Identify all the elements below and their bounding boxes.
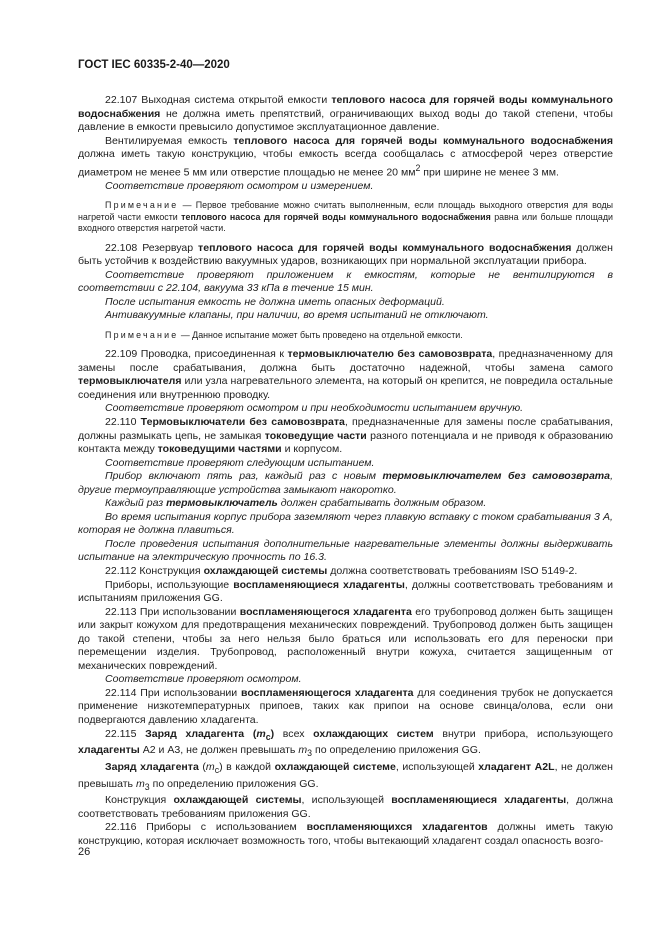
text-run: 22.108 Резервуар: [105, 241, 199, 254]
text-run: должны иметь такую конструкцию, которая исключает возможность того, чтобы вытекающий хладагент создал опасность возго-: [78, 821, 613, 847]
page-number: 26: [78, 846, 91, 858]
text-run: не должна иметь препятствий, ограничивающих выход воды до такой степени, чтобы давление в емкости превысило допустимое эксплуатационное давление.: [78, 107, 613, 134]
text-run: Приборы, использующие: [105, 578, 234, 591]
clause-22-108: [78, 242, 613, 269]
test-procedure: [78, 470, 613, 497]
text-run: , использующей: [301, 794, 392, 807]
text-run: , другие термоуправляющие устройства замыкают накоротко.: [78, 470, 613, 496]
subscript: c: [265, 731, 271, 742]
paragraph-system-design: [78, 794, 613, 821]
term-bold: термовыключателя: [78, 375, 182, 388]
clause-22-110: [78, 416, 613, 457]
term-bold: токоведущие части: [264, 429, 367, 442]
compliance-check: Соответствие проверяют осмотром.: [105, 673, 302, 686]
clause-22-109: [78, 348, 613, 402]
math-symbol: m: [298, 744, 308, 757]
text-run: должна иметь такую конструкцию, чтобы емкость всегда сообщалась с атмосферой через отверстие диаметром не менее 5 мм или отверстие площадью не менее 20 мм: [78, 148, 613, 179]
term-bold: воспламеняющегося хладагента: [241, 686, 414, 699]
text-run: А2 и А3, не должен превышать: [139, 744, 299, 757]
paragraph-ventilated-tank: [78, 135, 613, 180]
text-run: (: [198, 760, 206, 773]
text-run: должен быть устойчив к воздействию вакуумных ударов, возникающих при нормальной эксплуатации прибора.: [78, 241, 613, 268]
text-run: , предназначенному для замены после срабатывания, должна быть достаточно надежной, чтобы замена самого: [78, 348, 613, 374]
clause-22-107: [78, 94, 613, 135]
clause-22-115: [78, 728, 613, 761]
text-run: всех: [274, 727, 314, 740]
text-run: , использующей: [395, 760, 479, 773]
page-header-standard: ГОСТ IEC 60335-2-40—2020: [78, 59, 230, 71]
term-bold: охлаждающей системы: [203, 565, 328, 577]
text-run: должна соответствовать требованиям ISO 5149-2.: [327, 565, 578, 577]
text-run: 22.115: [105, 727, 146, 740]
term-bold: теплового насоса для горячей воды коммунального водоснабжения: [78, 94, 613, 120]
term-bold: токоведущими частями: [157, 443, 282, 456]
math-symbol: m: [256, 727, 266, 740]
text-run: 22.113 При использовании: [105, 605, 240, 618]
text-run: 22.112 Конструкция: [105, 565, 204, 577]
text-run: внутри прибора, использующего: [433, 727, 613, 740]
text-run: 22.110: [105, 415, 141, 428]
text-run: 22.109 Проводка, присоединенная к: [105, 348, 288, 361]
text-run: разного потенциала и не приводя к образованию контакта между: [78, 429, 613, 456]
test-condition: После испытания емкость не должна иметь опасных деформаций.: [105, 295, 445, 308]
superscript: 2: [415, 162, 421, 173]
term-bold: охлаждающей системе: [274, 760, 396, 773]
paragraph-flammable-refrigerants: [78, 579, 613, 606]
term-bold: воспламеняющегося хладагента: [239, 605, 412, 618]
text-run: Заряд хладагента (: [145, 727, 257, 740]
note-label: Примечание: [105, 329, 179, 340]
math-symbol: m: [135, 777, 145, 790]
subscript: c: [214, 764, 220, 775]
text-run: его трубопровод должен быть защищен или закрыт кожухом для предотвращения механических повреждений. Трубопровод должен быть защищен до такой степени, чтобы за него нельзя было браться или использовать его для переноски при перемещении изделия. Трубопровод, расположенный внутри кожуха, считается защищенным от механических повреждений.: [78, 605, 613, 672]
text-run: , должны соответствовать требованиям и испытаниям приложения GG.: [78, 578, 613, 605]
term-bold: термовыключателем без самовозврата: [382, 470, 611, 483]
text-run: при ширине не менее 3 мм.: [420, 166, 559, 179]
text-run: 22.107 Выходная система открытой емкости: [105, 94, 332, 106]
text-run: Каждый раз: [105, 497, 167, 510]
text-run: Конструкция: [105, 794, 174, 807]
test-condition: Антивакуумные клапаны, при наличии, во время испытаний не отключают.: [105, 309, 489, 322]
text-run: или узла нагревательного элемента, на который он крепится, не повредила остальные соединения или внутреннюю проводку.: [78, 375, 613, 401]
text-run: , не должен превышать: [78, 760, 613, 790]
clause-22-113: [78, 606, 613, 674]
text-run: для соединения трубок не допускается применение низкотемпературных припоев, таких как припои на основе свинца/олова, если они подвергаются давлению хладагента.: [78, 686, 613, 727]
test-procedure: После проведения испытания дополнительные нагревательные элементы должны выдерживать испытание на электрическую прочность по 16.3.: [78, 537, 613, 564]
clause-22-114: [78, 687, 613, 728]
compliance-check: Соответствие проверяют осмотром и при необходимости испытанием вручную.: [105, 402, 524, 415]
subscript: 3: [144, 781, 150, 792]
term-bold: теплового насоса для горячей воды коммунального водоснабжения: [198, 241, 572, 254]
paragraph-a2l-charge: [78, 761, 613, 794]
term-bold: хладагенты: [78, 744, 140, 757]
note-2: [78, 330, 613, 341]
text-run: 22.116 Приборы с использованием: [105, 821, 307, 834]
page-body: [78, 94, 613, 848]
text-run: должен срабатывать должным образом.: [277, 497, 487, 510]
term-bold: охлаждающей системы: [173, 794, 302, 807]
clause-22-116: [78, 821, 613, 848]
text-run: ): [270, 727, 275, 740]
text-run: — Первое требование можно считать выполненным, если площадь выходного отверстия для воды нагретой части емкости: [78, 200, 613, 222]
test-procedure: [78, 497, 613, 511]
text-run: по определению приложения GG.: [312, 744, 481, 757]
term-bold: охлаждающих систем: [313, 727, 434, 740]
term-bold: Термовыключатели без самовозврата: [140, 415, 345, 428]
text-run: и корпусом.: [281, 443, 343, 456]
compliance-check: Соответствие проверяют приложением к емкостям, которые не вентилируются в соответствии с 22.104, вакуума 33 кПа в течение 15 мин.: [78, 268, 613, 295]
text-run: по определению приложения GG.: [149, 777, 319, 790]
test-procedure: Во время испытания корпус прибора заземляют через плавкую вставку с током срабатывания 3 А, которая не должна плавиться.: [78, 510, 613, 537]
term-bold: термовыключателю без самовозврата: [287, 348, 493, 361]
compliance-check: Соответствие проверяют осмотром и измерением.: [105, 179, 374, 192]
term-bold: Заряд хладагента: [105, 760, 199, 773]
math-symbol: m: [205, 760, 215, 773]
text-run: , предназначенные для замены после срабатывания, должны размыкать цепь, не замыкая: [78, 415, 614, 442]
term-bold: теплового насоса для горячей воды коммунального водоснабжения: [233, 134, 613, 147]
term-bold: воспламеняющиеся хладагенты: [233, 578, 405, 591]
subscript: 3: [307, 748, 313, 759]
text-run: Прибор включают пять раз, каждый раз с новым: [105, 470, 383, 483]
text-run: — Данное испытание может быть проведено на отдельной емкости.: [178, 329, 463, 340]
compliance-check: Соответствие проверяют следующим испытанием.: [105, 456, 375, 469]
text-run: ) в каждой: [219, 760, 275, 773]
term-bold: [145, 728, 274, 740]
text-run: равна или больше площади входного отверстия нагретой части.: [78, 211, 613, 234]
term-bold: хладагент A2L: [478, 760, 555, 773]
text-run: 22.114 При использовании: [105, 686, 242, 699]
text-run: Вентилируемая емкость: [105, 134, 234, 147]
clause-22-112: [78, 565, 613, 579]
term-bold: теплового насоса для горячей воды коммунального водоснабжения: [181, 211, 491, 222]
note-label: Примечание: [105, 200, 179, 211]
term-bold: воспламеняющихся хладагентов: [306, 821, 488, 834]
term-bold: воспламеняющиеся хладагенты: [391, 794, 567, 807]
note-1: [78, 200, 613, 234]
text-run: , должна соответствовать требованиям приложения GG.: [78, 794, 613, 820]
term-bold: термовыключатель: [166, 497, 278, 510]
